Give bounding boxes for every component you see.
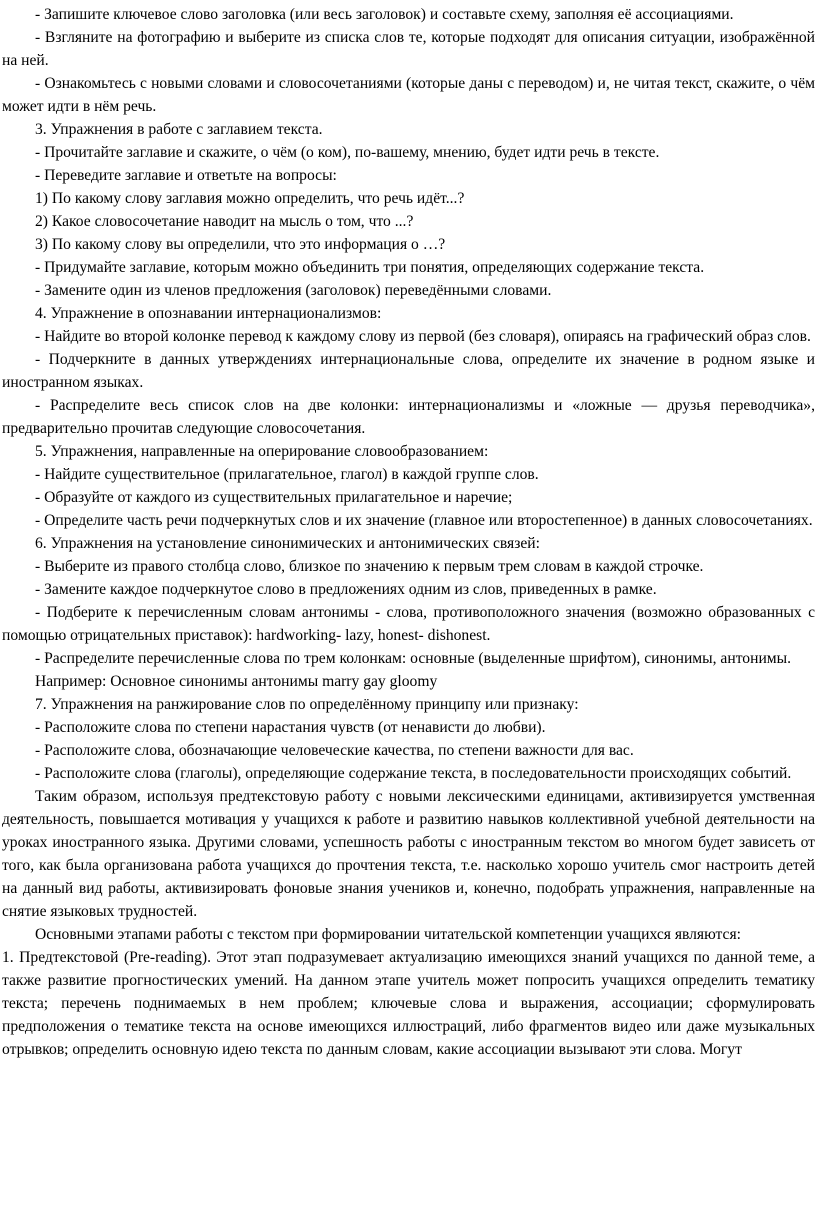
section-heading: 6. Упражнения на установление синонимических и антонимических связей: <box>35 535 540 552</box>
paragraph: - Подберите к перечисленным словам антонимы - слова, противоположного значения (возможно образованных с помощью отрицательных приставок): hardworking- lazy, honest- dishonest. <box>2 604 815 644</box>
conclusion-paragraph: Таким образом, используя предтекстовую работу с новыми лексическими единицами, активизируется умственная деятельность, повышается мотивация у учащихся к работе и развитию навыков коллективной учебной деятельности на уроках иностранного языка. Другими словами, успешность работы с иностранным текстом во многом будет зависеть от того, как была организована работа учащихся до прочтения текста, т.е. насколько хорошо учитель смог настроить детей на данный вид работы, активизировать фоновые знания учеников и, конечно, подобрать упражнения, направленные на снятие языковых трудностей. <box>2 788 815 920</box>
paragraph: - Найдите существительное (прилагательное, глагол) в каждой группе слов. <box>35 466 539 483</box>
list-item: 1) По какому слову заглавия можно определить, что речь идёт...? <box>35 190 465 207</box>
paragraph: - Расположите слова, обозначающие человеческие качества, по степени важности для вас. <box>35 742 634 759</box>
paragraph: - Переведите заглавие и ответьте на вопросы: <box>35 167 337 184</box>
paragraph: - Выберите из правого столбца слово, близкое по значению к первым трем словам в каждой строчке. <box>35 558 704 575</box>
paragraph: - Подчеркните в данных утверждениях интернациональные слова, определите их значение в родном языке и иностранном языках. <box>2 351 815 391</box>
paragraph: - Замените каждое подчеркнутое слово в предложениях одним из слов, приведенных в рамке. <box>35 581 657 598</box>
paragraph: - Распределите весь список слов на две колонки: интернационализмы и «ложные — друзья переводчика», предварительно прочитав следующие словосочетания. <box>2 397 815 437</box>
paragraph: - Взгляните на фотографию и выберите из списка слов те, которые подходят для описания ситуации, изображённой на ней. <box>2 29 815 69</box>
paragraph: - Ознакомьтесь с новыми словами и словосочетаниями (которые даны с переводом) и, не читая текст, скажите, о чём может идти в нём речь. <box>2 75 815 115</box>
list-item: 2) Какое словосочетание наводит на мысль о том, что ...? <box>35 213 414 230</box>
example-line: Например: Основное синонимы антонимы marry gay gloomy <box>35 673 438 690</box>
section-heading: 5. Упражнения, направленные на оперирование словообразованием: <box>35 443 489 460</box>
paragraph: - Расположите слова (глаголы), определяющие содержание текста, в последовательности происходящих событий. <box>35 765 792 782</box>
list-item: 3) По какому слову вы определили, что это информация о …? <box>35 236 446 253</box>
paragraph: - Прочитайте заглавие и скажите, о чём (о ком), по-вашему, мнению, будет идти речь в тексте. <box>35 144 660 161</box>
paragraph: - Замените один из членов предложения (заголовок) переведёнными словами. <box>35 282 552 299</box>
paragraph: - Найдите во второй колонке перевод к каждому слову из первой (без словаря), опираясь на графический образ слов. <box>35 328 811 345</box>
paragraph: - Образуйте от каждого из существительных прилагательное и наречие; <box>35 489 513 506</box>
stage-paragraph: 1. Предтекстовой (Pre-reading). Этот этап подразумевает актуализацию имеющихся знаний учащихся по данной теме, а также развитие прогностических умений. На данном этапе учитель может попросить учащихся определить тематику текста; перечень поднимаемых в нем проблем; ключевые слова и выражения, ассоциации; сформулировать предположения о тематике текста на основе имеющихся иллюстраций, либо фрагментов видео или даже музыкальных отрывков; определить основную идею текста по данным словам, какие ассоциации вызывают эти слова. Могут <box>2 949 815 1058</box>
section-heading: 7. Упражнения на ранжирование слов по определённому принципу или признаку: <box>35 696 579 713</box>
section-heading: 4. Упражнение в опознавании интернационализмов: <box>35 305 382 322</box>
paragraph: - Определите часть речи подчеркнутых слов и их значение (главное или второстепенное) в данных словосочетаниях. <box>35 512 813 529</box>
paragraph: - Распределите перечисленные слова по трем колонкам: основные (выделенные шрифтом), синонимы, антонимы. <box>35 650 792 667</box>
paragraph: Основными этапами работы с текстом при формировании читательской компетенции учащихся являются: <box>35 926 741 943</box>
section-heading: 3. Упражнения в работе с заглавием текста. <box>35 121 323 138</box>
paragraph: - Запишите ключевое слово заголовка (или весь заголовок) и составьте схему, заполняя её ассоциациями. <box>35 6 734 23</box>
paragraph: - Придумайте заглавие, которым можно объединить три понятия, определяющих содержание текста. <box>35 259 705 276</box>
paragraph: - Расположите слова по степени нарастания чувств (от ненависти до любви). <box>35 719 546 736</box>
